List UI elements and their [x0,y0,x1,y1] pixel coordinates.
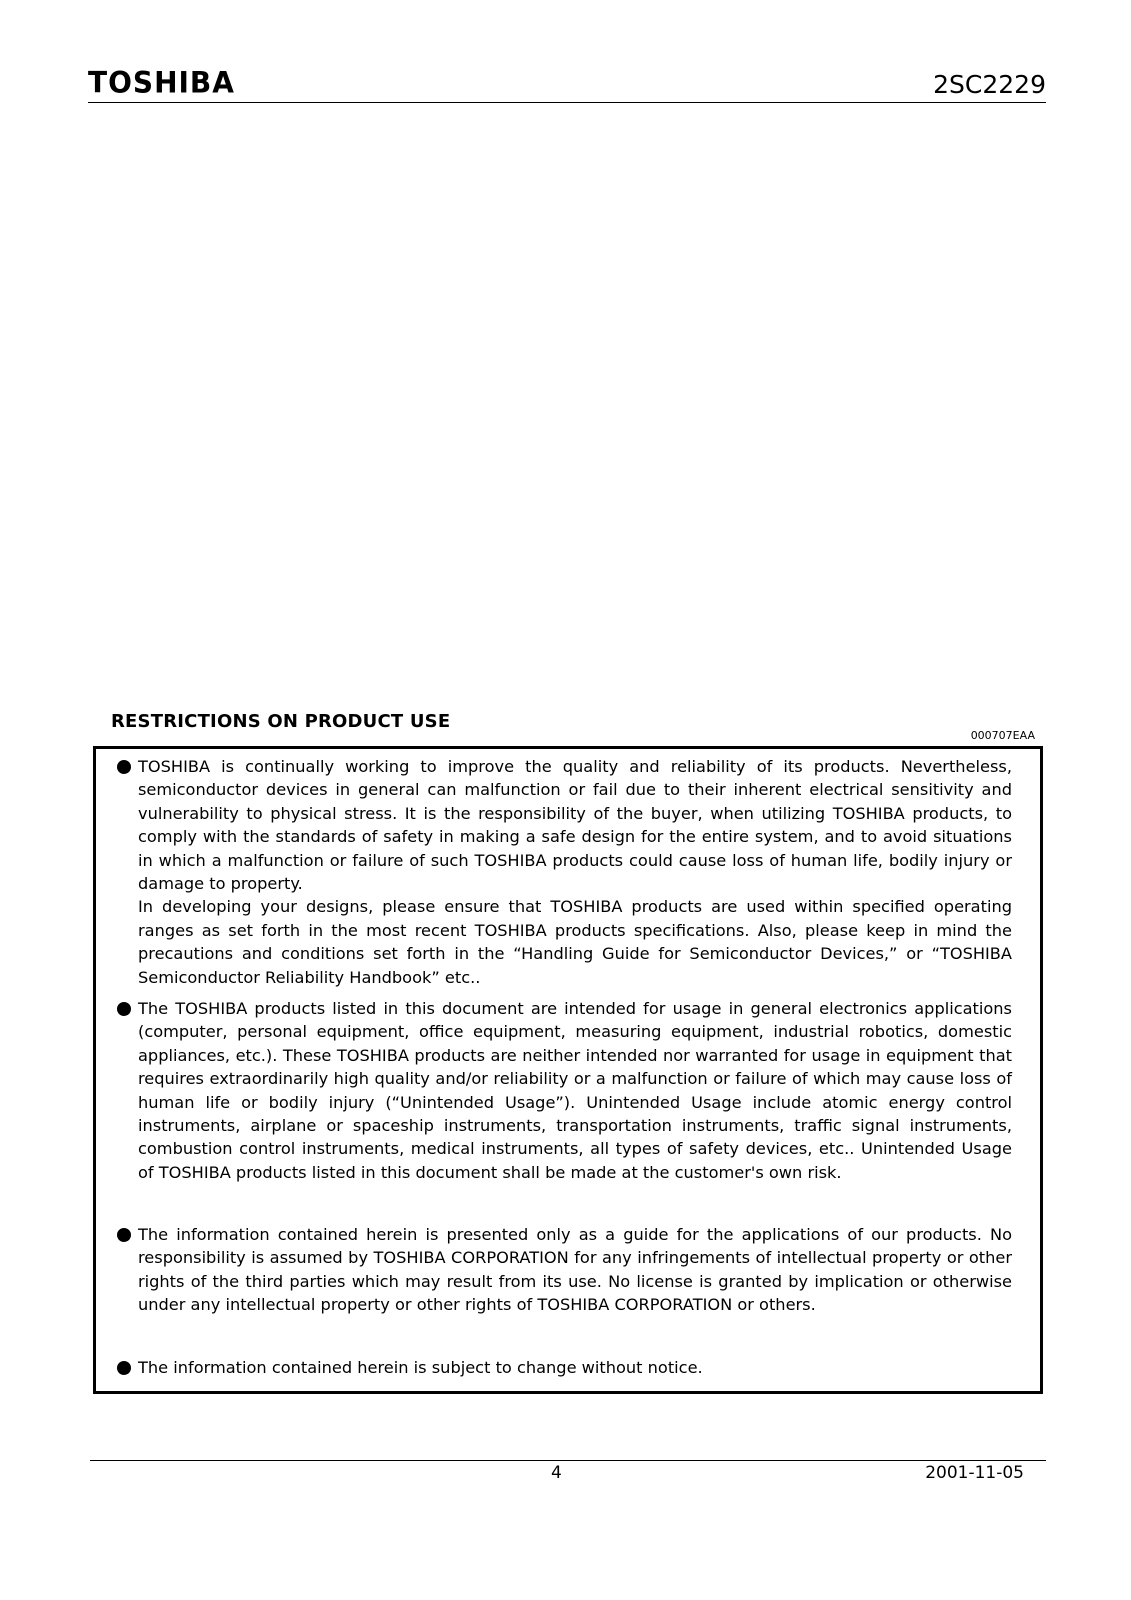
restriction-paragraph: The information contained herein is presented only as a guide for the applications of our products. No responsibility is assumed by TOSHIBA CORPORATION for any infringements of intellectual property or other rights of the third parties which may result from its use. No license is granted by implication or otherwise under any intellectual property or other rights of TOSHIBA CORPORATION or others. [138,1225,1012,1315]
restriction-item-change-notice [117,1356,1012,1379]
brand-name: TOSHIBA [88,65,235,100]
restrictions-box [93,746,1043,1394]
restriction-item-information-guide [117,1223,1012,1317]
bullet-icon [117,1228,131,1242]
restriction-paragraph: In developing your designs, please ensure that TOSHIBA products are used within specified operating ranges as set forth in the most recent TOSHIBA products specifications. Also, please keep in mind the precautions and conditions set forth in the “Handling Guide for Semiconductor Devices,” or “TOSHIBA Semiconductor Reliability Handbook” etc.. [138,897,1012,987]
footer-divider [90,1460,1046,1461]
restriction-item-intended-use [117,997,1012,1184]
restriction-item-quality [117,755,1012,989]
document-code: 000707EAA [970,729,1035,742]
bullet-icon [117,1361,131,1375]
bullet-icon [117,760,131,774]
restriction-paragraph: TOSHIBA is continually working to improve the quality and reliability of its products. Nevertheless, semiconductor devices in general can malfunction or fail due to their inherent electrical sensitivity and vulnerability to physical stress. It is the responsibility of the buyer, when utilizing TOSHIBA products, to comply with the standards of safety in making a safe design for the entire system, and to avoid situations in which a malfunction or failure of such TOSHIBA products could cause loss of human life, bodily injury or damage to property. [138,757,1012,894]
page-number: 4 [551,1463,562,1483]
restriction-paragraph: The information contained herein is subject to change without notice. [138,1358,703,1377]
footer-date: 2001-11-05 [925,1463,1024,1483]
restrictions-title: RESTRICTIONS ON PRODUCT USE [111,711,451,732]
bullet-icon [117,1002,131,1016]
page-header [88,66,1046,103]
restriction-paragraph: The TOSHIBA products listed in this document are intended for usage in general electronics applications (computer, personal equipment, office equipment, measuring equipment, industrial robotics, domestic appliances, etc.). These TOSHIBA products are neither intended nor warranted for usage in equipment that requires extraordinarily high quality and/or reliability or a malfunction or failure of which may cause loss of human life or bodily injury (“Unintended Usage”). Unintended Usage include atomic energy control instruments, airplane or spaceship instruments, transportation instruments, traffic signal instruments, combustion control instruments, medical instruments, all types of safety devices, etc.. Unintended Usage of TOSHIBA products listed in this document shall be made at the customer's own risk. [138,999,1012,1182]
part-number: 2SC2229 [933,70,1046,99]
